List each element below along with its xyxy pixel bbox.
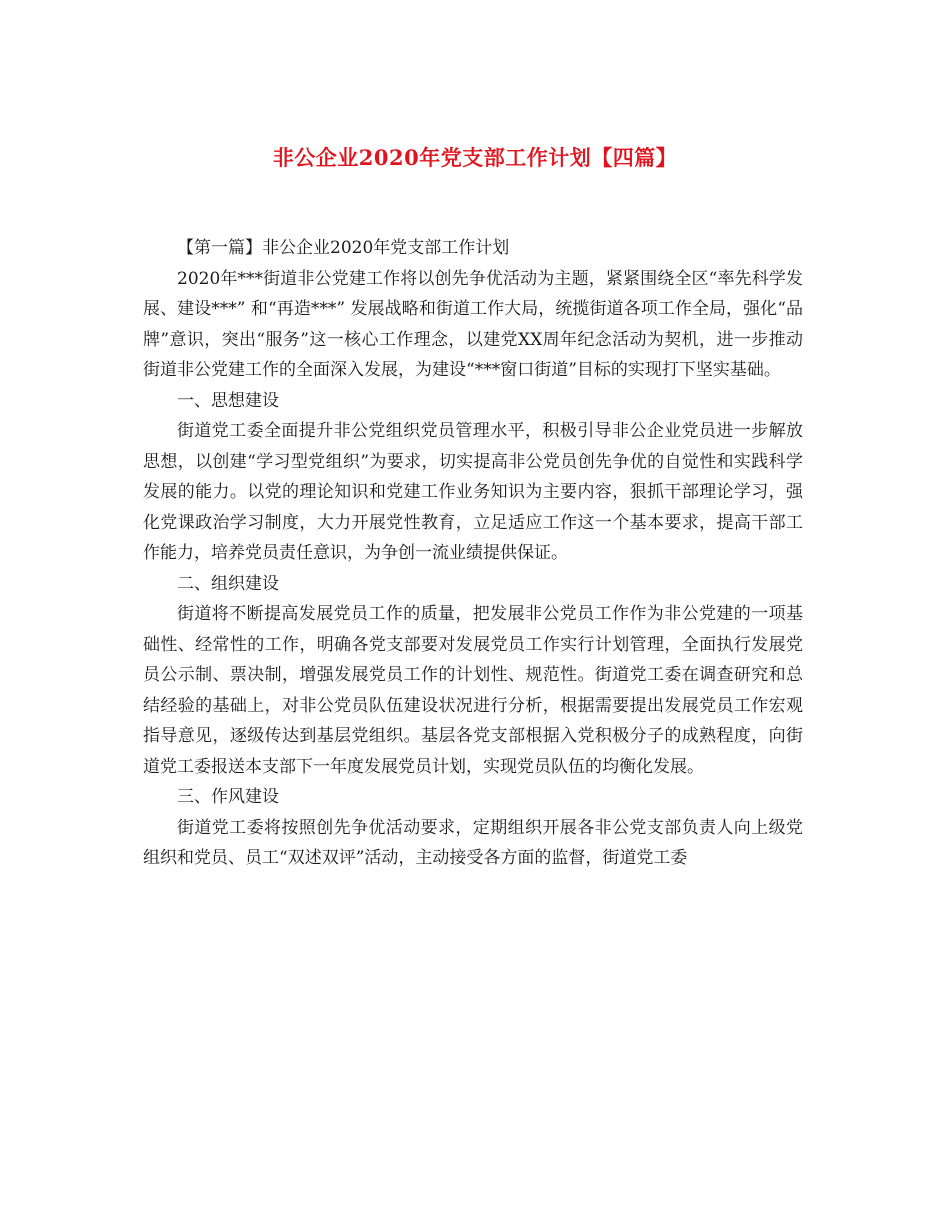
paragraph-work-style: 街道党工委将按照创先争优活动要求，定期组织开展各非公党支部负责人向上级党组织和党员、员工“双述双评”活动，主动接受各方面的监督，街道党工委 bbox=[143, 817, 803, 868]
paragraph-intro: 2020年***街道非公党建工作将以创先争优活动为主题，紧紧围绕全区“率先科学发展、建设***” 和“再造***” 发展战略和街道工作大局，统揽街道各项工作全局，强化“品牌”意识，突出“服务”这一核心工作理念，以建党XX周年纪念活动为契机，进一步推动街道非公党建工作的全面深入发展，为建设“***窗口街道”目标的实现打下坚实基础。 bbox=[143, 268, 803, 380]
paragraph-ideology: 街道党工委全面提升非公党组织党员管理水平，积极引导非公企业党员进一步解放思想，以创建“学习型党组织”为要求，切实提高非公党员创先争优的自觉性和实践科学发展的能力。以党的理论知识和党建工作业务知识为主要内容，狠抓干部理论学习，强化党课政治学习制度，大力开展党性教育，立足适应工作这一个基本要求，提高干部工作能力，培养党员责任意识，为争创一流业绩提供保证。 bbox=[143, 421, 803, 563]
section-heading-ideology: 一、思想建设 bbox=[177, 390, 279, 411]
document-body bbox=[143, 233, 803, 874]
section-heading-organization: 二、组织建设 bbox=[177, 573, 279, 594]
section-heading-first-piece: 【第一篇】非公企业2020年党支部工作计划 bbox=[177, 238, 510, 258]
document-title: 非公企业2020年党支部工作计划【四篇】 bbox=[272, 145, 678, 170]
paragraph-organization: 街道将不断提高发展党员工作的质量，把发展非公党员工作作为非公党建的一项基础性、经常性的工作，明确各党支部要对发展党员工作实行计划管理，全面执行发展党员公示制、票决制，增强发展党员工作的计划性、规范性。街道党工委在调查研究和总结经验的基础上，对非公党员队伍建设状况进行分析，根据需要提出发展党员工作宏观指导意见，逐级传达到基层党组织。基层各党支部根据入党积极分子的成熟程度，向街道党工委报送本支部下一年度发展党员计划，实现党员队伍的均衡化发展。 bbox=[143, 604, 803, 777]
section-heading-work-style: 三、作风建设 bbox=[177, 787, 279, 807]
